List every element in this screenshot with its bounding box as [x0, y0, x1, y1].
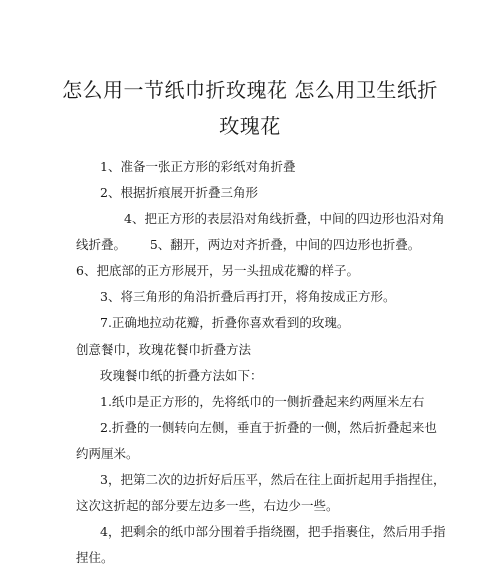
step-line: 2、根据折痕展开折叠三角形 [100, 185, 258, 200]
step-line: 6、把底部的正方形展开，另一头扭成花瓣的样子。 [76, 263, 359, 278]
step-line: 1、准备一张正方形的彩纸对角折叠 [100, 159, 296, 174]
document-title-line-1: 怎么用一节纸巾折玫瑰花 怎么用卫生纸折 [62, 78, 438, 102]
step-line-continued: 捏住。 [76, 550, 114, 565]
step-line: 3、将三角形的角沿折叠后再打开，将角按成正方形。 [100, 289, 396, 304]
step-line: 4、把正方形的表层沿对角线折叠，中间的四边形也沿对角 [124, 211, 445, 226]
step-line-continued: 约两厘米。 [76, 446, 139, 461]
step-line-continued: 这次这折起的部分要左边多一些，右边少一些。 [76, 498, 339, 513]
step-line: 1.纸巾是正方形的，先将纸巾的一侧折叠起来约两厘米左右 [100, 394, 425, 409]
section-heading: 创意餐巾，玫瑰花餐巾折叠方法 [76, 342, 252, 357]
document-title-line-2: 玫瑰花 [219, 114, 281, 138]
section-intro: 玫瑰餐巾纸的折叠方法如下： [100, 368, 263, 383]
step-line: 2.折叠的一侧转向左侧，垂直于折叠的一侧，然后折叠起来也 [100, 420, 437, 435]
step-line: 4，把剩余的纸巾部分围着手指绕圈，把手指裹住，然后用手指 [100, 524, 446, 539]
step-line: 3，把第二次的边折好后压平，然后在往上面折起用手指捏住， [100, 472, 446, 487]
step-line: 7.正确地拉动花瓣，折叠你喜欢看到的玫瑰。 [100, 315, 350, 330]
step-line: 线折叠。 5、翻开，两边对齐折叠，中间的四边形也折叠。 [76, 237, 421, 252]
